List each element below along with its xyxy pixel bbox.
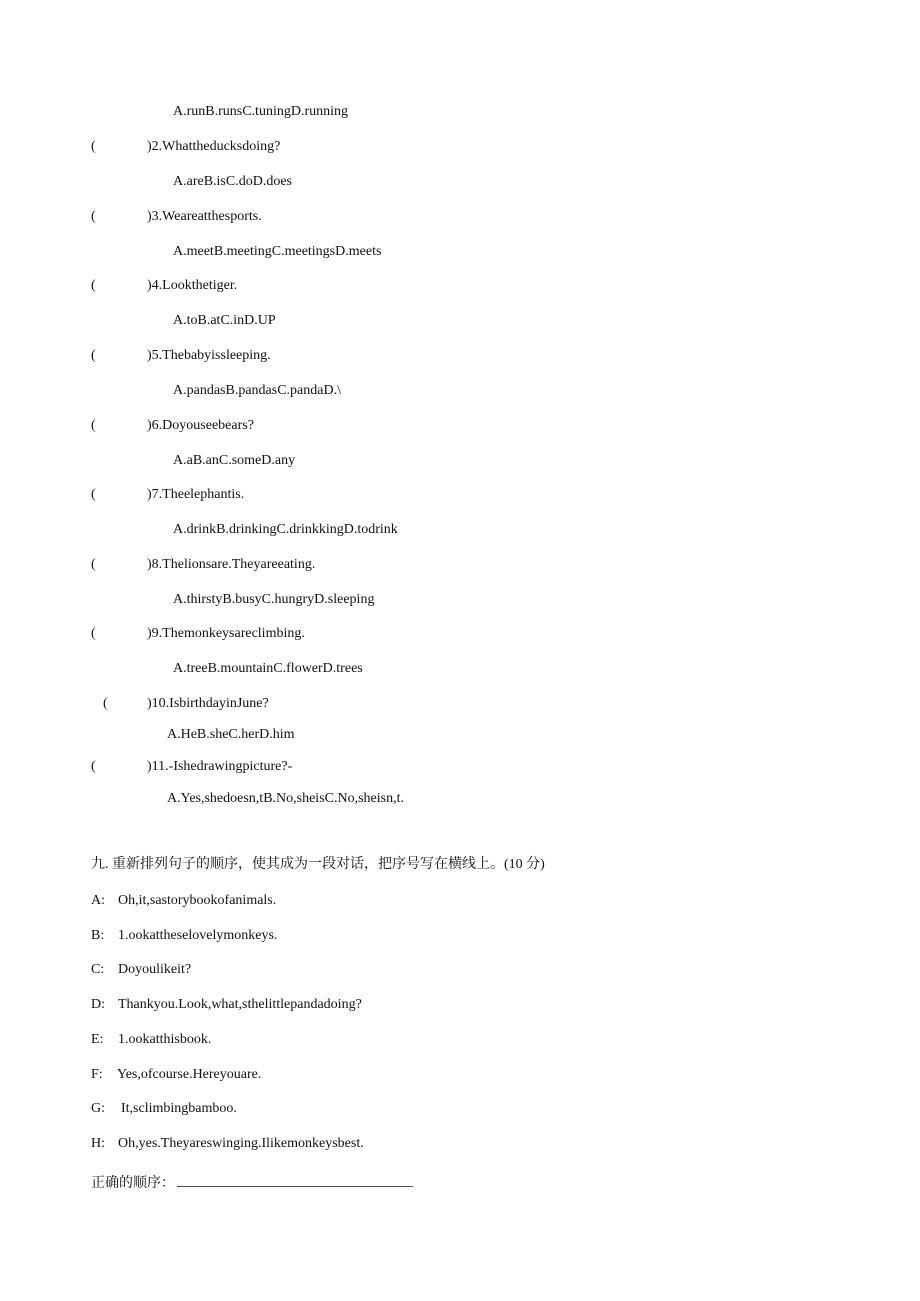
q11-options: A.Yes,shedoesn,tB.No,sheisC.No,sheisn,t. bbox=[167, 791, 404, 806]
question-5 bbox=[91, 347, 271, 365]
q3-options: A.meetB.meetingC.meetingsD.meets bbox=[173, 244, 382, 259]
item-text: 1.ookattheselovelymonkeys. bbox=[118, 928, 278, 943]
question-number: )5. bbox=[147, 348, 163, 363]
answer-paren[interactable]: ( bbox=[91, 348, 96, 363]
answer-paren[interactable]: ( bbox=[91, 418, 96, 433]
item-text: Oh,it,sastorybookofanimals. bbox=[118, 893, 277, 908]
q1-options: A.runB.runsC.tuningD.running bbox=[173, 104, 348, 119]
question-text: -Ishedrawingpicture?- bbox=[168, 759, 293, 774]
q5-options: A.pandasB.pandasC.pandaD.\ bbox=[173, 383, 341, 398]
q9-options: A.treeB.mountainC.flowerD.trees bbox=[173, 661, 363, 676]
q2-options: A.areB.isC.doD.does bbox=[173, 174, 292, 189]
answer-paren[interactable]: ( bbox=[103, 696, 108, 711]
question-8 bbox=[91, 556, 315, 574]
question-text: Theelephantis. bbox=[162, 487, 245, 502]
q6-options: A.aB.anC.someD.any bbox=[173, 453, 296, 468]
question-6 bbox=[91, 417, 254, 435]
question-2 bbox=[91, 138, 280, 156]
item-label: G: bbox=[91, 1101, 105, 1116]
dialogue-item-h bbox=[91, 1135, 364, 1153]
question-number: )2. bbox=[147, 139, 163, 154]
question-number: )6. bbox=[147, 418, 163, 433]
q4-options: A.toB.atC.inD.UP bbox=[173, 313, 276, 328]
q8-options: A.thirstyB.busyC.hungryD.sleeping bbox=[173, 592, 375, 607]
question-number: )11. bbox=[147, 759, 169, 774]
question-number: )9. bbox=[147, 626, 163, 641]
dialogue-item-c bbox=[91, 961, 191, 979]
q7-options: A.drinkB.drinkingC.drinkkingD.todrink bbox=[173, 522, 398, 537]
item-label: E: bbox=[91, 1032, 104, 1047]
question-text: Lookthetiger. bbox=[162, 278, 238, 293]
dialogue-item-a bbox=[91, 892, 276, 910]
item-label: F: bbox=[91, 1067, 103, 1082]
answer-paren[interactable]: ( bbox=[91, 487, 96, 502]
dialogue-item-f bbox=[91, 1066, 261, 1084]
dialogue-item-d bbox=[91, 996, 362, 1014]
question-text: Weareatthesports. bbox=[162, 209, 262, 224]
question-text: Themonkeysareclimbing. bbox=[162, 626, 305, 641]
dialogue-item-g bbox=[91, 1100, 237, 1118]
item-text: Oh,yes.Theyareswinging.Ilikemonkeysbest. bbox=[118, 1136, 364, 1151]
question-number: )3. bbox=[147, 209, 163, 224]
question-text: Thebabyissleeping. bbox=[162, 348, 271, 363]
item-text: It,sclimbingbamboo. bbox=[121, 1101, 237, 1116]
item-text: Thankyou.Look,what,sthelittlepandadoing? bbox=[118, 997, 362, 1012]
answer-paren[interactable]: ( bbox=[91, 139, 96, 154]
question-number: )7. bbox=[147, 487, 163, 502]
question-text: Doyouseebears? bbox=[162, 418, 254, 433]
answer-paren[interactable]: ( bbox=[91, 278, 96, 293]
question-9 bbox=[91, 625, 305, 643]
question-text: Thelionsare.Theyareeating. bbox=[162, 557, 316, 572]
item-label: C: bbox=[91, 962, 105, 977]
answer-paren[interactable]: ( bbox=[91, 209, 96, 224]
question-4 bbox=[91, 277, 237, 295]
answer-order-row bbox=[91, 1172, 413, 1193]
answer-order-blank[interactable] bbox=[177, 1172, 413, 1187]
question-text: IsbirthdayinJune? bbox=[169, 696, 269, 711]
answer-order-label: 正确的顺序： bbox=[91, 1176, 175, 1191]
question-10 bbox=[103, 695, 269, 713]
question-3 bbox=[91, 208, 262, 226]
question-number: )4. bbox=[147, 278, 163, 293]
item-text: Doyoulikeit? bbox=[118, 962, 192, 977]
item-label: A: bbox=[91, 893, 105, 908]
item-label: D: bbox=[91, 997, 105, 1012]
section-9-title: 九. 重新排列句子的顺序，使其成为一段对话，把序号写在横线上。(10 分) bbox=[91, 857, 545, 872]
answer-paren[interactable]: ( bbox=[91, 557, 96, 572]
question-text: Whattheducksdoing? bbox=[162, 139, 281, 154]
answer-paren[interactable]: ( bbox=[91, 626, 96, 641]
item-text: Yes,ofcourse.Hereyouare. bbox=[117, 1067, 262, 1082]
q10-options: A.HeB.sheC.herD.him bbox=[167, 727, 295, 742]
item-label: B: bbox=[91, 928, 105, 943]
question-11 bbox=[91, 758, 292, 776]
item-text: 1.ookatthisbook. bbox=[118, 1032, 212, 1047]
answer-paren[interactable]: ( bbox=[91, 759, 96, 774]
item-label: H: bbox=[91, 1136, 105, 1151]
dialogue-item-b bbox=[91, 927, 277, 945]
question-7 bbox=[91, 486, 244, 504]
question-number: )10. bbox=[147, 696, 170, 711]
dialogue-item-e bbox=[91, 1031, 211, 1049]
question-number: )8. bbox=[147, 557, 163, 572]
